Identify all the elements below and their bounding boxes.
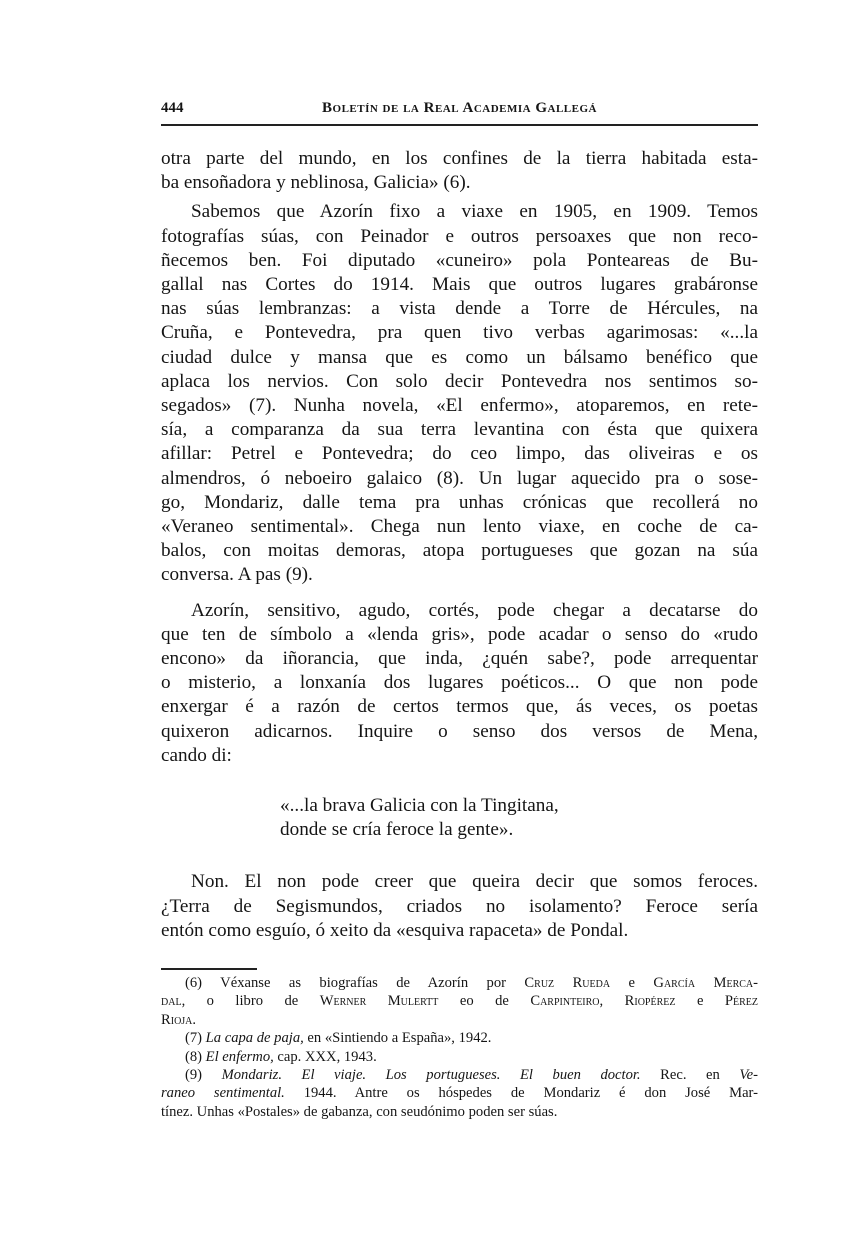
page-number: 444 bbox=[161, 100, 184, 116]
text-line: Sabemos que Azorín fixo a viaxe en 1905, en 1909. Temos bbox=[191, 201, 758, 223]
footnote bbox=[161, 1029, 758, 1047]
paragraph bbox=[161, 200, 758, 587]
header-rule bbox=[161, 124, 758, 126]
text-line: entón como esguío, ó xeito da «esquiva rapaceta» de Pondal. bbox=[161, 919, 629, 941]
footnote-line bbox=[161, 1011, 758, 1029]
footnote-text: 1944. Antre os hóspedes de Mondariz é don José Mar- bbox=[284, 1085, 758, 1102]
footnote-text: (9) bbox=[185, 1067, 222, 1084]
footnote-line bbox=[161, 1048, 758, 1066]
text-line: ¿Terra de Segismundos, criados no isolamento? Feroce sería bbox=[161, 895, 758, 917]
footnote-text: (8) bbox=[185, 1048, 206, 1065]
running-title: Boletín de la Real Academia Gallegá bbox=[322, 100, 597, 116]
text-line: nas súas lembranzas: a vista dende a Torre de Hércules, na bbox=[161, 298, 758, 320]
footnote-text: Cruz Rueda bbox=[524, 975, 611, 991]
footnote-text: raneo sentimental. bbox=[161, 1085, 285, 1102]
footnote-text: Ve- bbox=[739, 1067, 758, 1084]
footnote-line bbox=[161, 974, 758, 992]
footnote-text: Werner Mulertt bbox=[319, 993, 439, 1010]
page-header bbox=[161, 100, 758, 124]
text-line: afillar: Petrel e Pontevedra; do ceo limpo, das oliveiras e os bbox=[161, 443, 758, 465]
body-text bbox=[161, 147, 758, 943]
text-line: conversa. A pas (9). bbox=[161, 564, 313, 586]
paragraph bbox=[161, 147, 758, 195]
paragraph bbox=[161, 599, 758, 768]
footnote-text: El enfermo, bbox=[205, 1048, 274, 1065]
footnote-text: Mondariz. El viaje. Los portugueses. El buen doctor. bbox=[221, 1067, 641, 1084]
text-line: segados» (7). Nunha novela, «El enfermo», atoparemos, en rete- bbox=[161, 395, 758, 417]
footnote-text: en «Sintiendo a España», 1942. bbox=[303, 1030, 492, 1047]
text-line: Non. El non pode creer que queira decir que somos feroces. bbox=[191, 871, 758, 893]
footnote-text: (7) bbox=[185, 1030, 206, 1047]
footnote-line bbox=[161, 1029, 758, 1047]
footnote-text: , o libro de bbox=[181, 993, 320, 1010]
text-line: fotografías súas, con Peinador e outros persoaxes que non reco- bbox=[161, 225, 758, 247]
text-line: que ten de símbolo a «lenda gris», pode acadar o senso do «rudo bbox=[161, 623, 758, 645]
text-line: sía, a comparanza da sua terra levantina con ésta que quixera bbox=[161, 419, 758, 441]
text-line: cando di: bbox=[161, 744, 232, 766]
text-line: balos, con moitas demoras, atopa portugueses que gozan na súa bbox=[161, 540, 758, 562]
footnote-line bbox=[161, 1084, 758, 1102]
text-line: aplaca los nervios. Con solo decir Pontevedra nos sentimos so- bbox=[161, 370, 758, 392]
footnote-text: e bbox=[610, 975, 654, 991]
footnote-text: Rioja. bbox=[161, 1011, 197, 1028]
footnote bbox=[161, 974, 758, 1029]
footnote-text: Rec. en bbox=[640, 1067, 740, 1084]
footnotes bbox=[161, 974, 758, 1121]
footnote bbox=[161, 1048, 758, 1066]
footnote-text: Carpinteiro, Riopérez bbox=[530, 993, 676, 1010]
text-line: go, Mondariz, dalle tema pra unhas crónicas que recollerá no bbox=[161, 491, 758, 513]
text-line: quixeron adicarnos. Inquire o senso dos versos de Mena, bbox=[161, 720, 758, 742]
text-line: almendros, ó neboeiro galaico (8). Un lugar aquecido pra o sose- bbox=[161, 467, 758, 489]
footnote-line bbox=[161, 992, 758, 1010]
text-line: encono» da iñorancia, que inda, ¿quén sabe?, pode arrequentar bbox=[161, 648, 758, 670]
footnote-text: Pérez bbox=[724, 993, 759, 1010]
text-line: enxergar é a razón de certos termos que, ás veces, os poetas bbox=[161, 696, 758, 718]
footnote-text: La capa de paja, bbox=[205, 1030, 304, 1047]
footnote-text: dal bbox=[161, 993, 182, 1010]
text-line: «Veraneo sentimental». Chega nun lento viaxe, en coche de ca- bbox=[161, 516, 758, 538]
footnote bbox=[161, 1066, 758, 1121]
text-line: Azorín, sensitivo, agudo, cortés, pode chegar a decatarse do bbox=[191, 599, 758, 621]
text-line: donde se cría feroce la gente». bbox=[280, 819, 514, 841]
text-line: otra parte del mundo, en los confines de la tierra habitada esta- bbox=[161, 148, 758, 169]
paragraph bbox=[161, 870, 758, 943]
footnote-text: tínez. Unhas «Postales» de gabanza, con seudónimo poden ser súas. bbox=[161, 1103, 558, 1120]
footnote-line bbox=[161, 1103, 758, 1121]
text-line: «...la brava Galicia con la Tingitana, bbox=[280, 795, 559, 817]
footnote-text: García Merca- bbox=[653, 975, 759, 991]
footnote-line bbox=[161, 1066, 758, 1084]
text-line: ñecemos ben. Foi diputado «cuneiro» pola Ponteareas de Bu- bbox=[161, 249, 758, 271]
footnote-text: cap. XXX, 1943. bbox=[273, 1048, 377, 1065]
footnote-text: eo de bbox=[438, 993, 531, 1010]
text-line: ciudad dulce y mansa que es como un bálsamo benéfico que bbox=[161, 346, 758, 368]
text-line: Cruña, e Pontevedra, pra quen tivo verbas agarimosas: «...la bbox=[161, 322, 758, 344]
footnote-rule bbox=[161, 968, 257, 970]
text-line: o misterio, a lonxanía dos lugares poéticos... O que non pode bbox=[161, 672, 758, 694]
footnote-text: (6) Véxanse as biografías de Azorín por bbox=[185, 975, 525, 991]
verse-quote bbox=[161, 794, 758, 842]
text-line: gallal nas Cortes do 1914. Mais que outros lugares grabáronse bbox=[161, 274, 758, 296]
footnote-text: e bbox=[675, 993, 725, 1010]
text-line: ba ensoñadora y neblinosa, Galicia» (6). bbox=[161, 172, 471, 194]
